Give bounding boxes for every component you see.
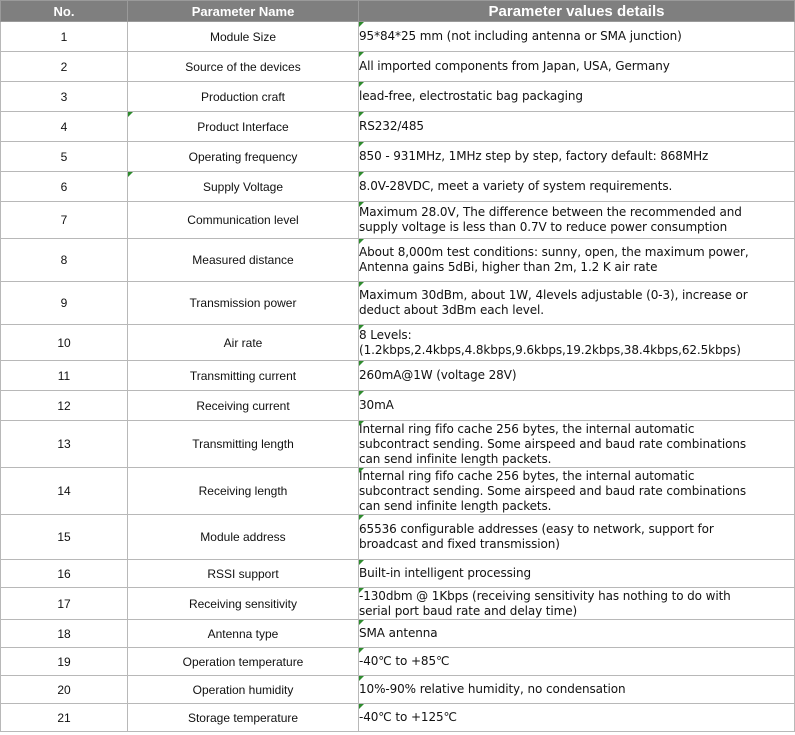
row-number: 17 [1,588,128,620]
table-row [1,172,795,202]
parameter-name-cell [128,560,359,588]
parameter-value: Maximum 28.0V, The difference between the recommended and supply voltage is less than 0.7V to reduce power consumption [359,205,742,234]
parameter-value-cell [359,325,795,361]
parameter-name-cell [128,704,359,732]
parameter-name-cell [128,142,359,172]
parameter-name-cell [128,52,359,82]
parameter-name-cell [128,282,359,325]
cell-comment-marker [128,112,133,117]
parameter-value-cell [359,676,795,704]
cell-comment-marker [359,676,364,681]
parameter-value: All imported components from Japan, USA, Germany [359,59,670,73]
parameter-value: Internal ring fifo cache 256 bytes, the internal automatic subcontract sending. Some airspeed and baud rate combinations can send infinite length packets. [359,421,746,466]
cell-comment-marker [128,172,133,177]
table-body [1,22,795,732]
parameter-name: RSSI support [207,566,279,581]
header-no: No. [1,1,128,22]
cell-comment-marker [359,202,364,207]
parameter-value-cell [359,468,795,515]
cell-comment-marker [359,282,364,287]
parameter-value: SMA antenna [359,626,438,640]
cell-comment-marker [359,391,364,396]
row-number: 19 [1,648,128,676]
parameter-value-cell [359,588,795,620]
row-number: 12 [1,391,128,421]
row-number: 15 [1,515,128,560]
parameter-name-cell [128,468,359,515]
parameter-value-cell [359,282,795,325]
cell-comment-marker [359,82,364,87]
table-row [1,588,795,620]
header-parameter-name: Parameter Name [128,1,359,22]
parameter-name: Supply Voltage [202,179,284,194]
row-number: 5 [1,142,128,172]
parameter-value-cell [359,361,795,391]
parameter-name: Transmitting length [192,437,294,451]
table-row [1,142,795,172]
parameter-name: Receiving sensitivity [188,596,298,611]
cell-comment-marker [359,361,364,366]
row-number: 6 [1,172,128,202]
row-number: 7 [1,202,128,239]
parameter-name-cell [128,620,359,648]
cell-comment-marker [359,560,364,565]
row-number: 8 [1,239,128,282]
row-number: 14 [1,468,128,515]
table-row [1,648,795,676]
table-row [1,22,795,52]
parameter-value: 8 Levels: (1.2kbps,2.4kbps,4.8kbps,9.6kbps,19.2kbps,38.4kbps,62.5kbps) [359,327,741,357]
parameter-value-cell [359,560,795,588]
table-row [1,82,795,112]
row-number: 16 [1,560,128,588]
cell-comment-marker [359,620,364,625]
parameter-value-cell [359,648,795,676]
header-row [1,1,795,22]
table-row [1,325,795,361]
parameter-name-cell [128,421,359,468]
cell-comment-marker [359,588,364,593]
parameter-value-cell [359,515,795,560]
parameter-name: Antenna type [207,626,279,641]
header-parameter-details: Parameter values details [359,1,795,22]
row-number: 20 [1,676,128,704]
parameter-value: -130dbm @ 1Kbps (receiving sensitivity has nothing to do with serial port baud rate and delay time) [359,588,731,618]
parameter-name-cell [128,172,359,202]
parameter-value: Built-in intelligent processing [359,566,532,580]
parameter-name: Operation temperature [182,654,304,669]
cell-comment-marker [359,172,364,177]
table-row [1,515,795,560]
table-row [1,676,795,704]
parameter-value: 260mA@1W (voltage 28V) [359,368,517,382]
parameter-value: 30mA [359,398,394,412]
row-number: 10 [1,325,128,361]
parameter-name: Storage temperature [187,710,299,725]
parameter-value-cell [359,620,795,648]
parameter-name: Measured distance [192,253,294,267]
table-row [1,704,795,732]
cell-comment-marker [359,704,364,709]
row-number: 4 [1,112,128,142]
parameter-name: Receiving current [196,398,290,413]
parameter-name: Receiving length [198,484,288,498]
table-row [1,468,795,515]
parameter-name-cell [128,202,359,239]
parameter-value-cell [359,22,795,52]
parameter-name: Air rate [223,335,263,350]
cell-comment-marker [359,142,364,147]
parameter-name-cell [128,82,359,112]
parameter-name-cell [128,515,359,560]
cell-comment-marker [359,22,364,27]
parameter-name: Source of the devices [185,59,301,74]
row-number: 3 [1,82,128,112]
parameter-name: Transmission power [189,296,297,310]
cell-comment-marker [359,648,364,653]
row-number: 1 [1,22,128,52]
table-row [1,52,795,82]
row-number: 13 [1,421,128,468]
table-row [1,391,795,421]
parameter-value: -40℃ to +85℃ [359,654,450,668]
parameter-value: Internal ring fifo cache 256 bytes, the internal automatic subcontract sending. Some airspeed and baud rate combinations can send infinite length packets. [359,468,746,513]
parameter-value: Maximum 30dBm, about 1W, 4levels adjustable (0-3), increase or deduct about 3dBm each level. [359,288,748,317]
cell-comment-marker [359,325,364,330]
parameter-value: RS232/485 [359,119,424,133]
row-number: 11 [1,361,128,391]
parameter-value: 850 - 931MHz, 1MHz step by step, factory default: 868MHz [359,149,709,163]
parameter-name: Module Size [209,29,277,44]
parameter-name-cell [128,22,359,52]
table-row [1,560,795,588]
parameter-name: Module address [200,530,286,544]
table-row [1,620,795,648]
parameter-value-cell [359,82,795,112]
parameter-value-cell [359,202,795,239]
parameter-value-cell [359,112,795,142]
row-number: 18 [1,620,128,648]
parameter-value-cell [359,239,795,282]
parameter-value: lead-free, electrostatic bag packaging [359,89,583,103]
parameter-value: 65536 configurable addresses (easy to network, support for broadcast and fixed transmission) [359,522,714,551]
row-number: 21 [1,704,128,732]
table-row [1,239,795,282]
cell-comment-marker [359,515,364,520]
parameter-value-cell [359,421,795,468]
table-row [1,361,795,391]
parameter-value: 95*84*25 mm (not including antenna or SMA junction) [359,29,682,43]
cell-comment-marker [359,239,364,244]
parameter-name: Operation humidity [192,682,294,697]
parameter-name-cell [128,112,359,142]
parameter-value-cell [359,704,795,732]
parameter-name-cell [128,676,359,704]
parameter-name-cell [128,361,359,391]
cell-comment-marker [359,112,364,117]
row-number: 2 [1,52,128,82]
parameter-name-cell [128,391,359,421]
parameter-name: Product Interface [197,119,289,134]
parameter-name: Operating frequency [188,149,298,164]
row-number: 9 [1,282,128,325]
parameter-name: Transmitting current [189,368,297,383]
parameter-name: Production craft [200,89,286,104]
parameter-value-cell [359,172,795,202]
table-row [1,112,795,142]
cell-comment-marker [359,52,364,57]
parameter-name-cell [128,325,359,361]
parameter-name-cell [128,239,359,282]
parameter-value-cell [359,52,795,82]
parameter-name-cell [128,648,359,676]
parameter-value-cell [359,142,795,172]
parameter-name: Communication level [187,213,299,227]
parameter-value: 8.0V-28VDC, meet a variety of system requirements. [359,179,673,193]
table-row [1,421,795,468]
parameter-value: About 8,000m test conditions: sunny, open, the maximum power, Antenna gains 5dBi, higher than 2m, 1.2 K air rate [359,245,749,274]
table-row [1,282,795,325]
cell-comment-marker [359,468,364,473]
cell-comment-marker [359,421,364,426]
parameter-value: -40℃ to +125℃ [359,710,457,724]
table-row [1,202,795,239]
parameter-name-cell [128,588,359,620]
parameter-value: 10%-90% relative humidity, no condensation [359,682,626,696]
parameter-value-cell [359,391,795,421]
